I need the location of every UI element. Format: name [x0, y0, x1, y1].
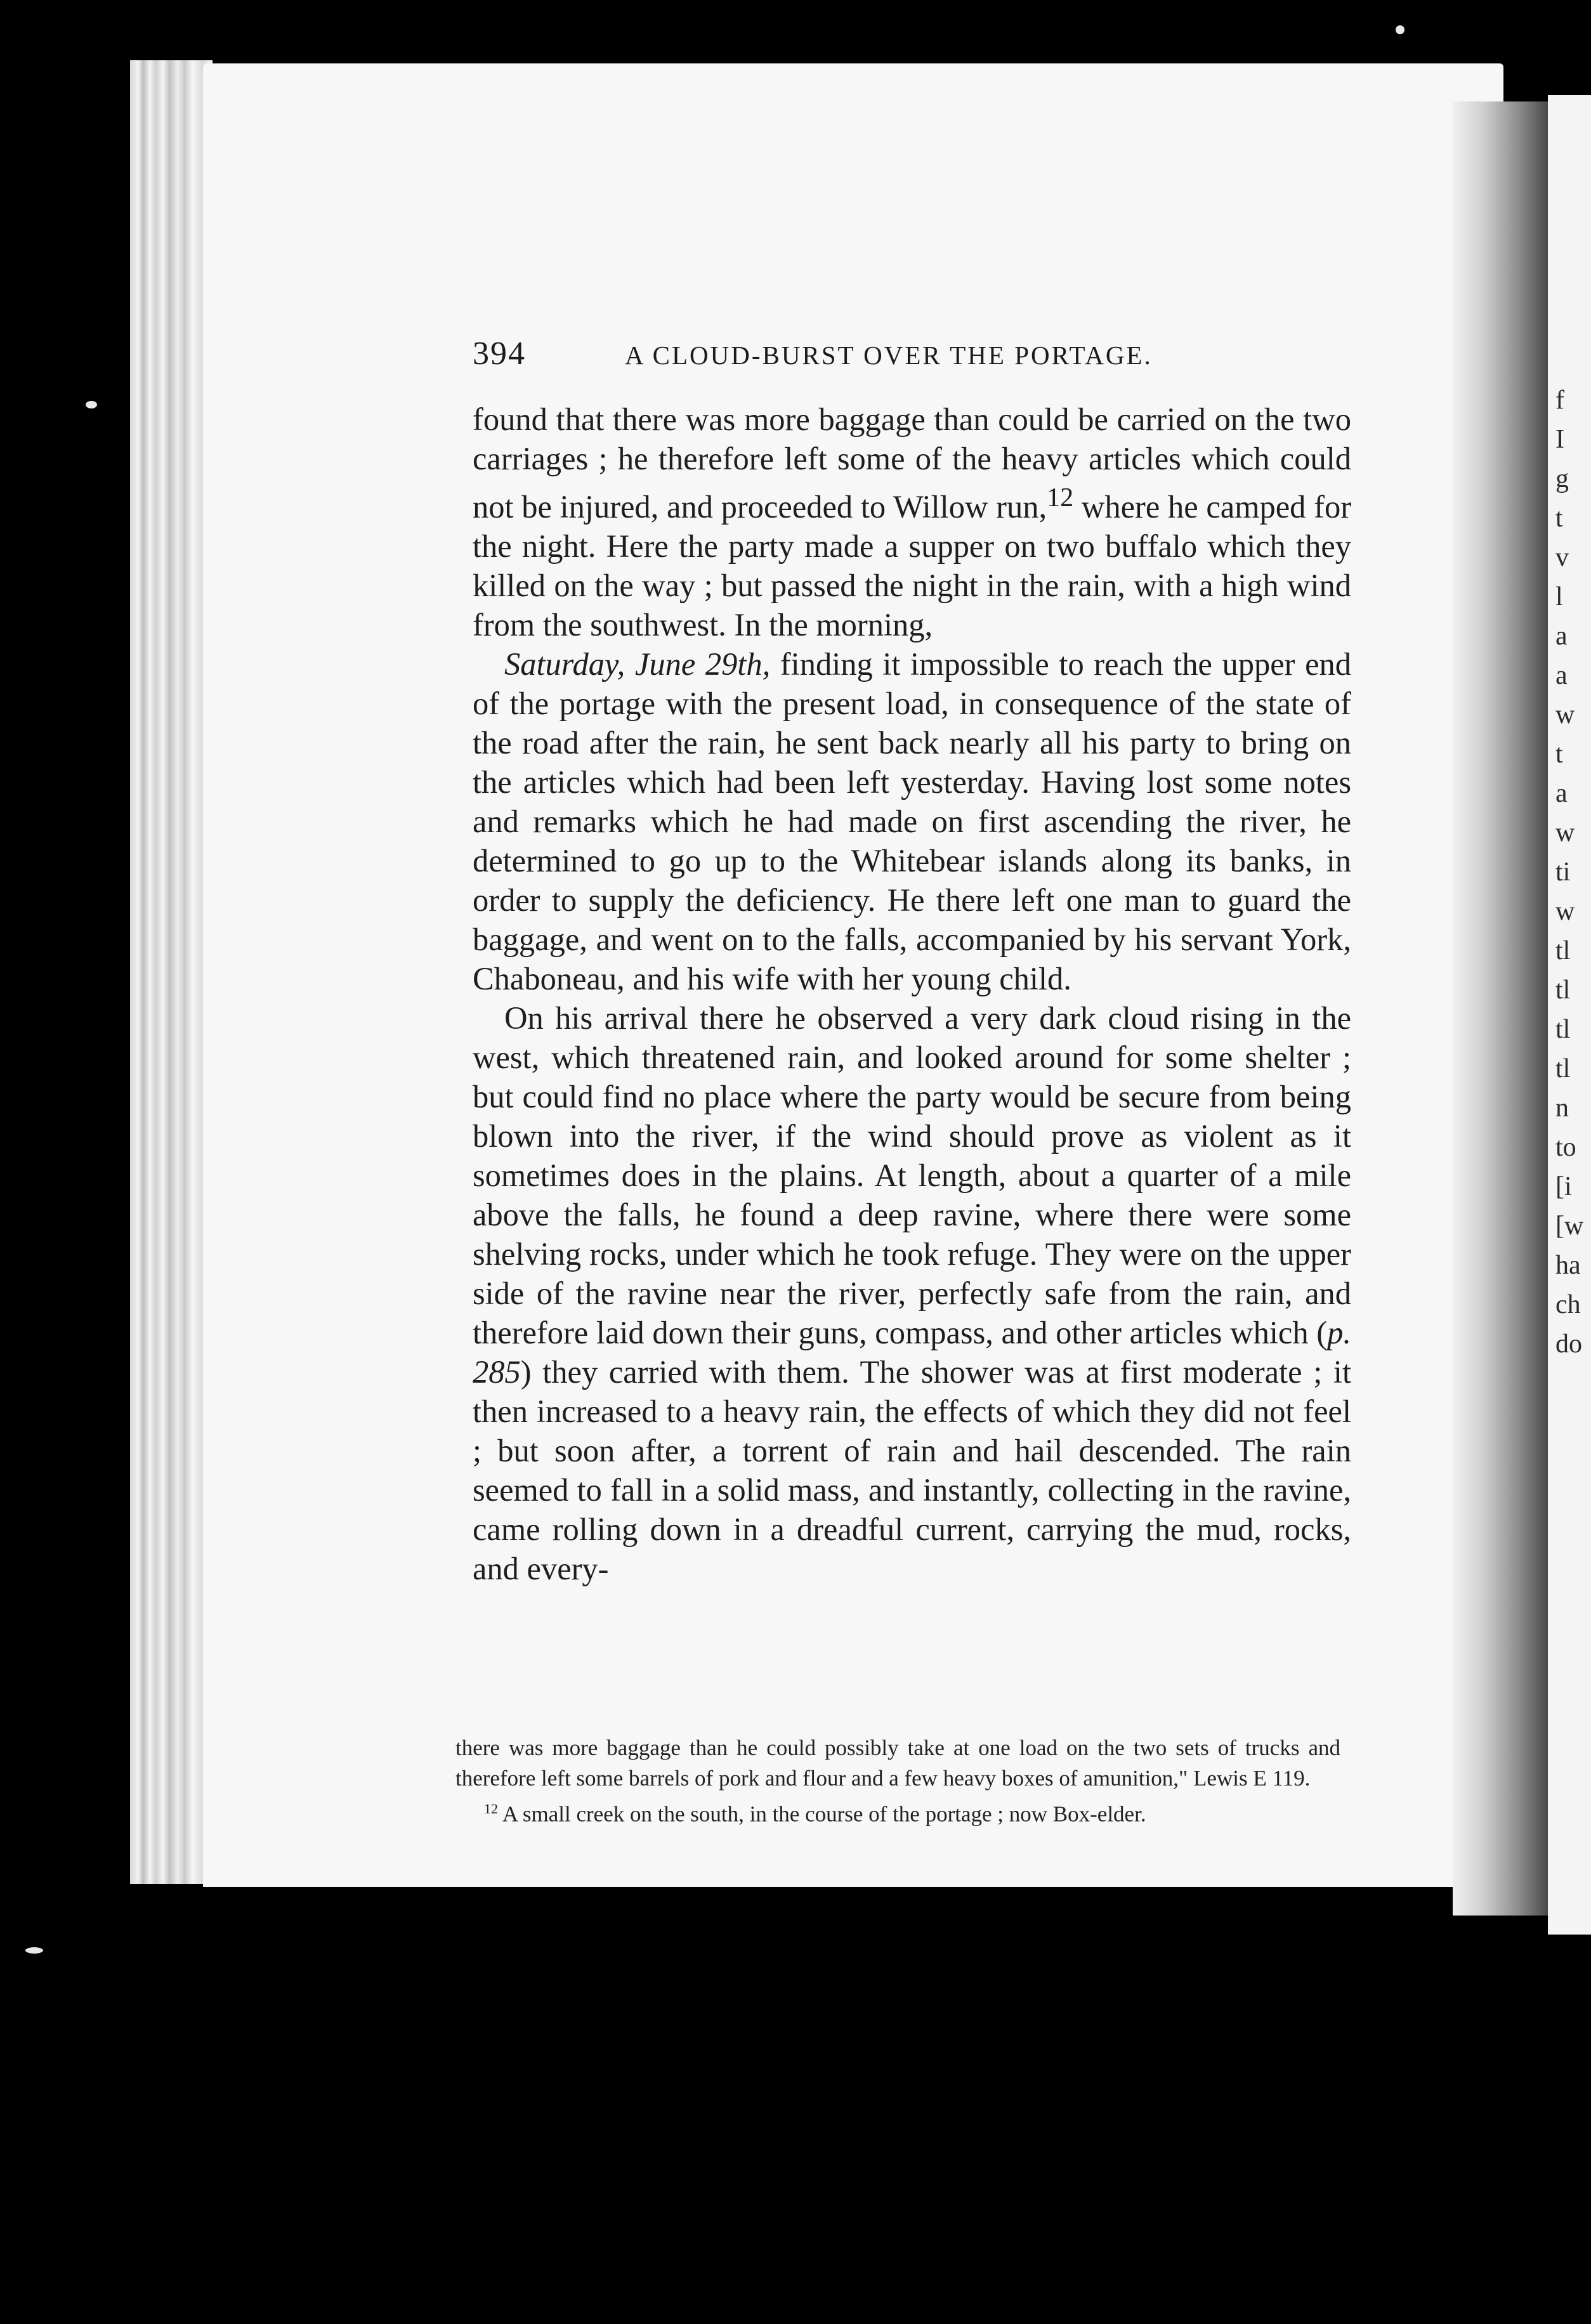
facing-page-fragment: w [1555, 818, 1575, 847]
paragraph [473, 400, 1351, 644]
facing-page-fragment: tl [1555, 936, 1571, 965]
footnotes [455, 1733, 1340, 1830]
facing-page-fragment: ha [1555, 1251, 1581, 1280]
text-run: finding it impossible to reach the upper end of the portage with the present load, in consequence of the state of the road after the rain, he sent back nearly all his party to bring on the articles which had been left yesterday. Having lost some notes and remarks which he had made on first ascending the river, he determined to go up to the Whitebear islands along its banks, in order to supply the deficiency. He there left one man to guard the baggage, and went on to the falls, accompanied by his servant York, Chaboneau, and his wife with her young child. [473, 646, 1351, 996]
chapter-title: A CLOUD-BURST OVER THE PORTAGE. [625, 341, 1153, 370]
facing-page-fragment: a [1555, 661, 1568, 690]
footnote [455, 1794, 1340, 1830]
note-ref: 12 [1047, 483, 1074, 512]
facing-page-fragment: [w [1555, 1211, 1584, 1241]
facing-page-fragment: tl [1555, 1054, 1571, 1083]
facing-page-fragment: t [1555, 504, 1563, 533]
facing-page-fragment: a [1555, 779, 1568, 808]
facing-page-fragment: w [1555, 897, 1575, 926]
facing-page-fragment: [i [1555, 1172, 1572, 1201]
facing-page-fragment: w [1555, 700, 1575, 729]
page-number: 394 [473, 336, 526, 372]
running-head [473, 335, 1202, 379]
italic-text: p. 285 [473, 1314, 1351, 1390]
scan-speck [1396, 25, 1404, 34]
italic-text: Saturday, June 29th, [504, 646, 771, 682]
facing-page-fragment: tl [1555, 1015, 1571, 1044]
scan-speck [25, 1947, 43, 1954]
paragraph [473, 998, 1351, 1588]
text-run: there was more baggage than he could possibly take at one load on the two sets of trucks and therefore left some barrels of pork and flour and a few heavy boxes of amunition," Lewis E 119. [455, 1735, 1340, 1791]
facing-page-fragment: g [1555, 464, 1569, 493]
text-run: On his arrival there he observed a very dark cloud rising in the west, which threatened rain, and looked around for some shelter ; but could find no place where the party would be secure from being blown into the river, if the wind should prove as violent as it sometimes does in the plains. At length, about a quarter of a mile above the falls, he found a deep ravine, where there were some shelving rocks, under which he took refuge. They were on the upper side of the ravine near the river, perfectly safe from the rain, and therefore laid down their guns, compass, and other articles which ( [473, 1000, 1351, 1350]
paragraph [473, 644, 1351, 998]
text-run: ) they carried with them. The shower was at first moderate ; it then increased to a heavy rain, the effects of which they did not feel ; but soon after, a torrent of rain and hail descended. The rain seemed to fall in a solid mass, and instantly, collecting in the ravine, came rolling down in a dreadful current, carrying the mud, rocks, and every- [473, 1354, 1351, 1586]
facing-page-fragment: ch [1555, 1290, 1581, 1319]
facing-page-fragment: do [1555, 1329, 1582, 1359]
facing-page-fragment: v [1555, 543, 1569, 572]
note-ref: 12 [484, 1801, 498, 1817]
scan-speck [86, 401, 97, 408]
footnote [455, 1733, 1340, 1794]
book-gutter [1453, 101, 1554, 1916]
facing-page-fragment: t [1555, 740, 1563, 769]
body-text [473, 400, 1351, 1588]
facing-page-fragments [1555, 381, 1591, 1839]
facing-page-fragment: tl [1555, 976, 1571, 1005]
text-run: found that there was more baggage than could be carried on the two carriages ; he therefore left some of the heavy articles which could not be injured, and proceeded to Willow run, [473, 401, 1351, 525]
text-run: A small creek on the south, in the course of the portage ; now Box-elder. [498, 1801, 1146, 1827]
text-run: where he camped for the night. Here the party made a supper on two buffalo which they killed on the way ; but passed the night in the rain, with a high wind from the southwest. In the morning, [473, 488, 1352, 643]
facing-page-fragment: l [1555, 582, 1563, 611]
facing-page-fragment: I [1555, 425, 1564, 454]
facing-page-fragment: f [1555, 386, 1564, 415]
facing-page-fragment: a [1555, 622, 1568, 651]
facing-page-fragment: ti [1555, 858, 1571, 887]
facing-page-fragment: to [1555, 1133, 1576, 1162]
page-edge-stack [130, 60, 213, 1884]
facing-page-fragment: n [1555, 1093, 1569, 1123]
